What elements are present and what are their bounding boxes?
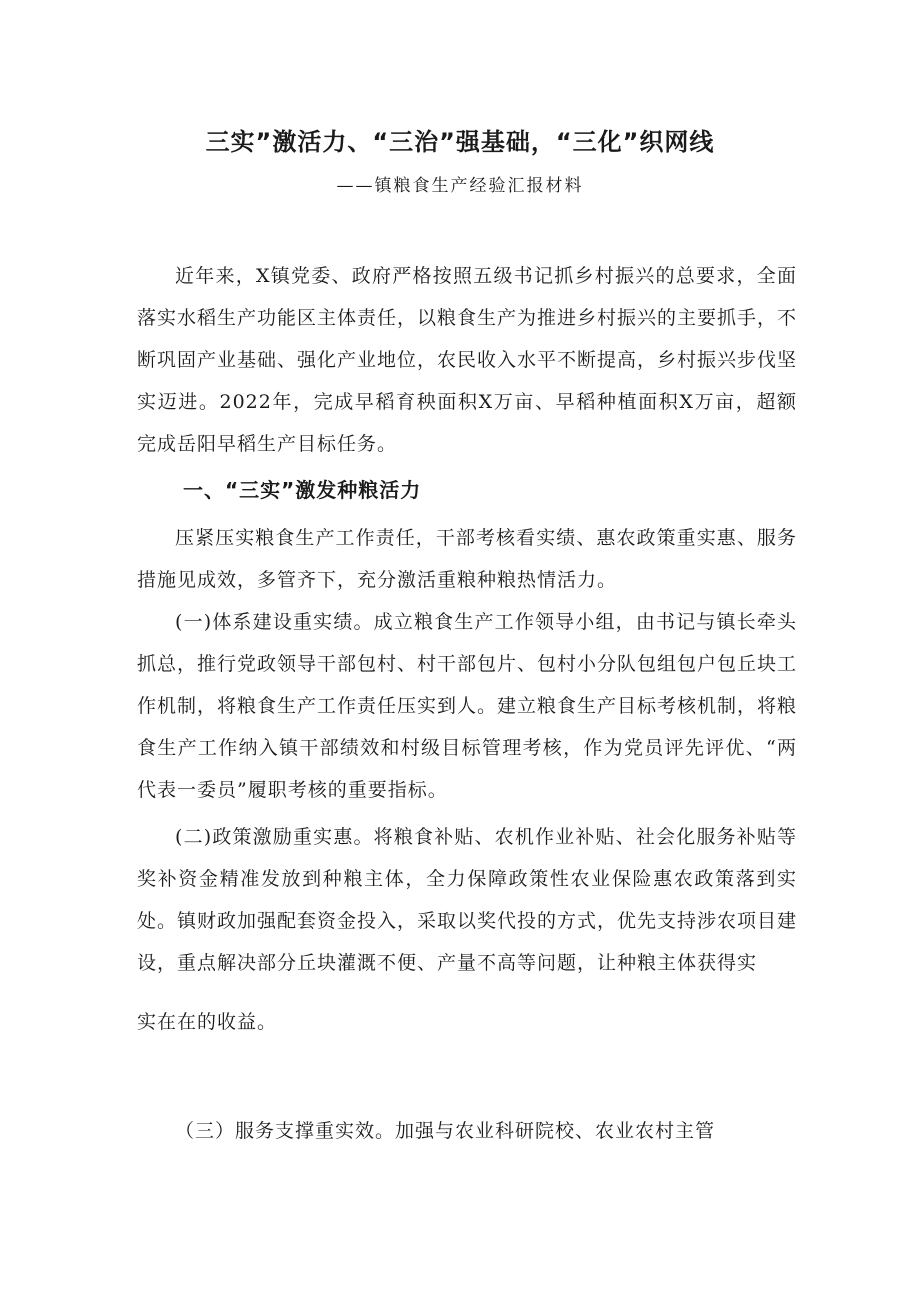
document-subtitle: ——镇粮食生产经验汇报材料	[336, 176, 584, 196]
item1-block	[137, 601, 797, 811]
item3-paragraph: （三）服务支撑重实效。加强与农业科研院校、农业农村主管	[175, 1120, 716, 1142]
item3-block	[137, 1110, 797, 1152]
section1-lead-paragraph: 压紧压实粮食生产工作责任，干部考核看实绩、惠农政策重实惠、服务措施见成效，多管齐下，充分激活重粮种粮热情活力。	[137, 527, 797, 591]
item2-paragraph: (二)政策激励重实惠。将粮食补贴、农机作业补贴、社会化服务补贴等奖补资金精准发放到种粮主体，全力保障政策性农业保险惠农政策落到实处。镇财政加强配套资金投入，采取以奖代投的方式，优先支持涉农项目建设，重点解决部分丘块灌溉不便、产量不高等问题，让种粮主体获得实	[137, 826, 798, 974]
item2-block	[137, 816, 797, 984]
document-title: 三实”激活力、“三治”强基础，“三化”织网线	[205, 128, 715, 156]
intro-paragraph: 近年来，X镇党委、政府严格按照五级书记抓乡村振兴的总要求，全面落实水稻生产功能区主体责任，以粮食生产为推进乡村振兴的主要抓手，不断巩固产业基础、强化产业地位，农民收入水平不断提高，乡村振兴步伐坚实迈进。2022年，完成早稻育秧面积X万亩、早稻种植面积X万亩，超额完成岳阳早稻生产目标任务。	[137, 265, 798, 455]
item2-tail-line: 实在在的收益。	[137, 1011, 278, 1033]
item1-paragraph: (一)体系建设重实绩。成立粮食生产工作领导小组，由书记与镇长牵头抓总，推行党政领导干部包村、村干部包片、包村小分队包组包户包丘块工作机制，将粮食生产工作责任压实到人。建立粮食生产目标考核机制，将粮食生产工作纳入镇干部绩效和村级目标管理考核，作为党员评先评优、“两代表一委员”履职考核的重要指标。	[137, 611, 798, 801]
section-heading-1: 一、“三实”激发种粮活力	[183, 478, 422, 502]
intro-paragraph-block	[137, 255, 797, 465]
section1-lead-block	[137, 517, 797, 601]
